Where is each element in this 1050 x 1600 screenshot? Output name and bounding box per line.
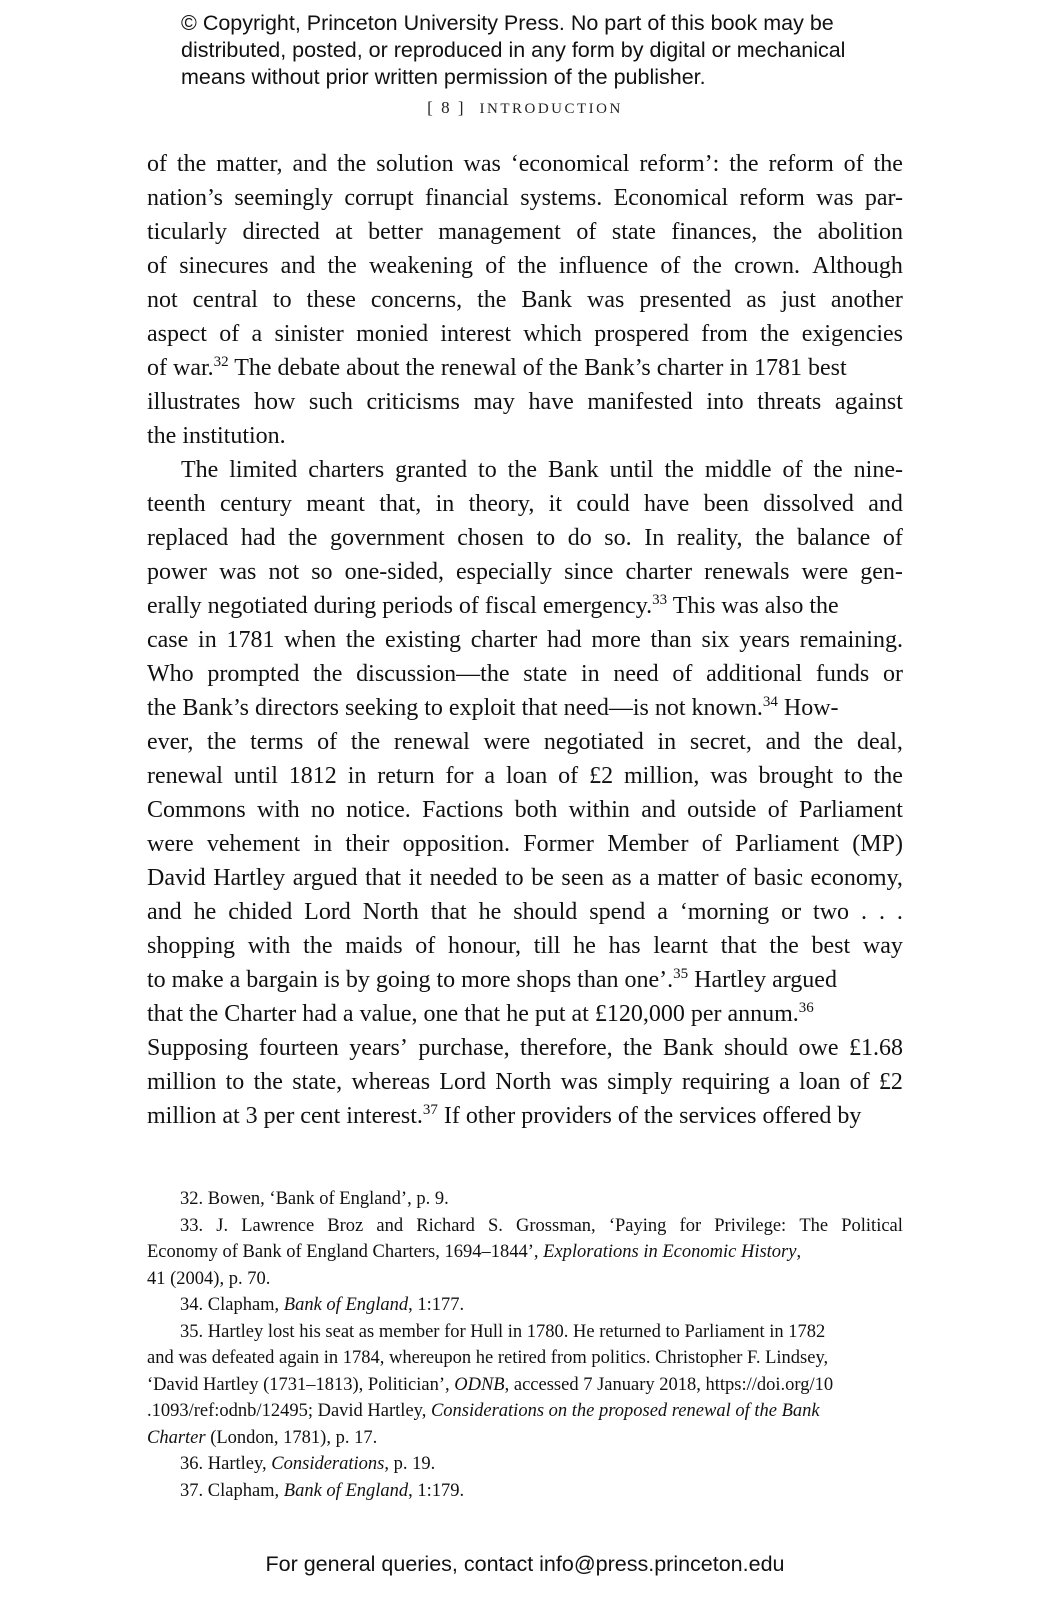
footnote-35 — [147, 1319, 903, 1452]
footnote-line: 33. J. Lawrence Broz and Richard S. Grossman, ‘Paying for Privilege: The Political — [180, 1215, 903, 1236]
text-span: , 1:179. — [408, 1480, 465, 1501]
text-line: power was not so one-sided, especially since charter renewals were gen- — [147, 559, 903, 585]
text-line: illustrates how such criticisms may have manifested into threats against — [147, 389, 903, 415]
text-span: of war. — [147, 355, 214, 381]
text-line — [147, 997, 903, 1031]
text-line — [147, 963, 903, 997]
paragraph — [147, 147, 903, 453]
text-line: teenth century meant that, in theory, it could have been dissolved and — [147, 491, 903, 517]
text-line: case in 1781 when the existing charter had more than six years remaining. — [147, 627, 903, 653]
text-span: .1093/ref:odnb/12495; David Hartley, — [147, 1401, 427, 1421]
page-number: [ 8 ] — [427, 98, 466, 117]
journal-title: Explorations in Economic History — [543, 1242, 797, 1262]
book-title: Considerations on the proposed renewal of the Bank — [430, 1401, 820, 1421]
text-line: Supposing fourteen years’ purchase, therefore, the Bank should owe £1.68 — [147, 1035, 903, 1061]
note-ref: 37 — [422, 1102, 438, 1118]
footnote-line — [147, 1425, 903, 1452]
text-span: How- — [783, 695, 839, 721]
footnote-37 — [147, 1478, 903, 1505]
text-span: ‘David Hartley (1731–1813), Politician’, — [147, 1374, 450, 1395]
footnote-line: 41 (2004), p. 70. — [147, 1268, 271, 1289]
text-span: Hartley argued — [694, 967, 837, 993]
text-line: replaced had the government chosen to do so. In reality, the balance of — [147, 525, 903, 551]
text-span: , — [796, 1242, 802, 1262]
text-line — [147, 351, 903, 385]
text-line: nation’s seemingly corrupt financial systems. Economical reform was par- — [147, 185, 903, 211]
footnote-36 — [147, 1451, 903, 1478]
text-line — [147, 1099, 903, 1133]
text-line: ticularly directed at better management of state finances, the abolition — [147, 219, 903, 245]
text-span: , accessed 7 January 2018, https://doi.org/10 — [504, 1374, 834, 1395]
text-span: , 1:177. — [408, 1295, 465, 1315]
source-title: ODNB — [454, 1374, 505, 1395]
text-span: Economy of Bank of England Charters, 1694–1844’, — [147, 1242, 539, 1262]
footnote-line: 35. Hartley lost his seat as member for Hull in 1780. He returned to Parliament in 1782 — [180, 1321, 826, 1342]
text-span: to make a bargain is by going to more shops than one’. — [147, 967, 674, 993]
copyright-line: © Copyright, Princeton University Press. No part of this book may be — [181, 11, 834, 35]
book-title: Considerations — [271, 1454, 385, 1474]
text-line: ever, the terms of the renewal were negotiated in secret, and the deal, — [147, 729, 903, 755]
text-span: (London, 1781), p. 17. — [205, 1427, 378, 1448]
text-line: million to the state, whereas Lord North was simply requiring a loan of £2 — [147, 1069, 903, 1095]
text-span: , p. 19. — [384, 1454, 436, 1474]
text-span: erally negotiated during periods of fiscal emergency. — [147, 593, 653, 619]
contact-footer: For general queries, contact info@press.princeton.edu — [265, 1552, 785, 1576]
footnote-line — [147, 1239, 903, 1266]
copyright-notice — [181, 10, 901, 91]
text-span: 34. Clapham, — [180, 1295, 280, 1315]
text-line: renewal until 1812 in return for a loan of £2 million, was brought to the — [147, 763, 903, 789]
text-line: and he chided Lord North that he should spend a ‘morning or two . . . — [147, 899, 903, 925]
text-line: of sinecures and the weakening of the influence of the crown. Although — [147, 253, 903, 279]
footnote-34 — [147, 1292, 903, 1319]
book-title: Bank of England — [283, 1295, 409, 1315]
text-span: million at 3 per cent interest. — [147, 1103, 423, 1129]
text-span: If other providers of the services offered by — [443, 1103, 862, 1129]
section-title: INTRODUCTION — [479, 101, 623, 117]
footnote-line: and was defeated again in 1784, whereupon he retired from politics. Christopher F. Lindsey, — [147, 1348, 829, 1368]
text-line: David Hartley argued that it needed to be seen as a matter of basic economy, — [147, 865, 903, 891]
text-line: Who prompted the discussion—the state in need of additional funds or — [147, 661, 903, 687]
note-ref: 36 — [798, 1000, 814, 1016]
footnote-33 — [147, 1213, 903, 1293]
text-line: not central to these concerns, the Bank was presented as just another — [147, 287, 903, 313]
paragraph — [147, 453, 903, 1133]
text-span: 36. Hartley, — [180, 1454, 267, 1474]
text-line: shopping with the maids of honour, till he has learnt that the best way — [147, 933, 903, 959]
text-line: aspect of a sinister monied interest which prospered from the exigencies — [147, 321, 903, 347]
copyright-line: distributed, posted, or reproduced in any form by digital or mechanical — [181, 38, 846, 62]
copyright-line: means without prior written permission of the publisher. — [181, 65, 706, 89]
text-line: were vehement in their opposition. Former Member of Parliament (MP) — [147, 831, 903, 857]
text-line: of the matter, and the solution was ‘economical reform’: the reform of the — [147, 151, 903, 177]
text-span: 37. Clapham, — [180, 1480, 280, 1501]
text-line — [147, 589, 903, 623]
note-ref: 35 — [673, 966, 689, 982]
note-ref: 33 — [652, 592, 668, 608]
footnote-32: 32. Bowen, ‘Bank of England’, p. 9. — [180, 1189, 449, 1209]
running-head — [0, 98, 1050, 118]
text-span: This was also the — [672, 593, 839, 619]
text-line: Commons with no notice. Factions both within and outside of Parliament — [147, 797, 903, 823]
text-span: that the Charter had a value, one that he put at £120,000 per annum. — [147, 1001, 799, 1027]
text-span: The debate about the renewal of the Bank’s charter in 1781 best — [234, 355, 847, 381]
text-line: The limited charters granted to the Bank until the middle of the nine- — [181, 457, 903, 483]
text-line — [147, 691, 903, 725]
text-span: the Bank’s directors seeking to exploit that need—is not known. — [147, 695, 763, 721]
book-title: Bank of England — [283, 1480, 409, 1501]
note-ref: 32 — [213, 354, 229, 370]
text-line: the institution. — [147, 423, 286, 449]
body-text — [147, 147, 903, 1133]
footnotes — [147, 1186, 903, 1504]
note-ref: 34 — [762, 694, 778, 710]
footnote-line — [147, 1398, 903, 1425]
footnote-line — [147, 1372, 903, 1399]
book-title: Charter — [147, 1427, 206, 1448]
